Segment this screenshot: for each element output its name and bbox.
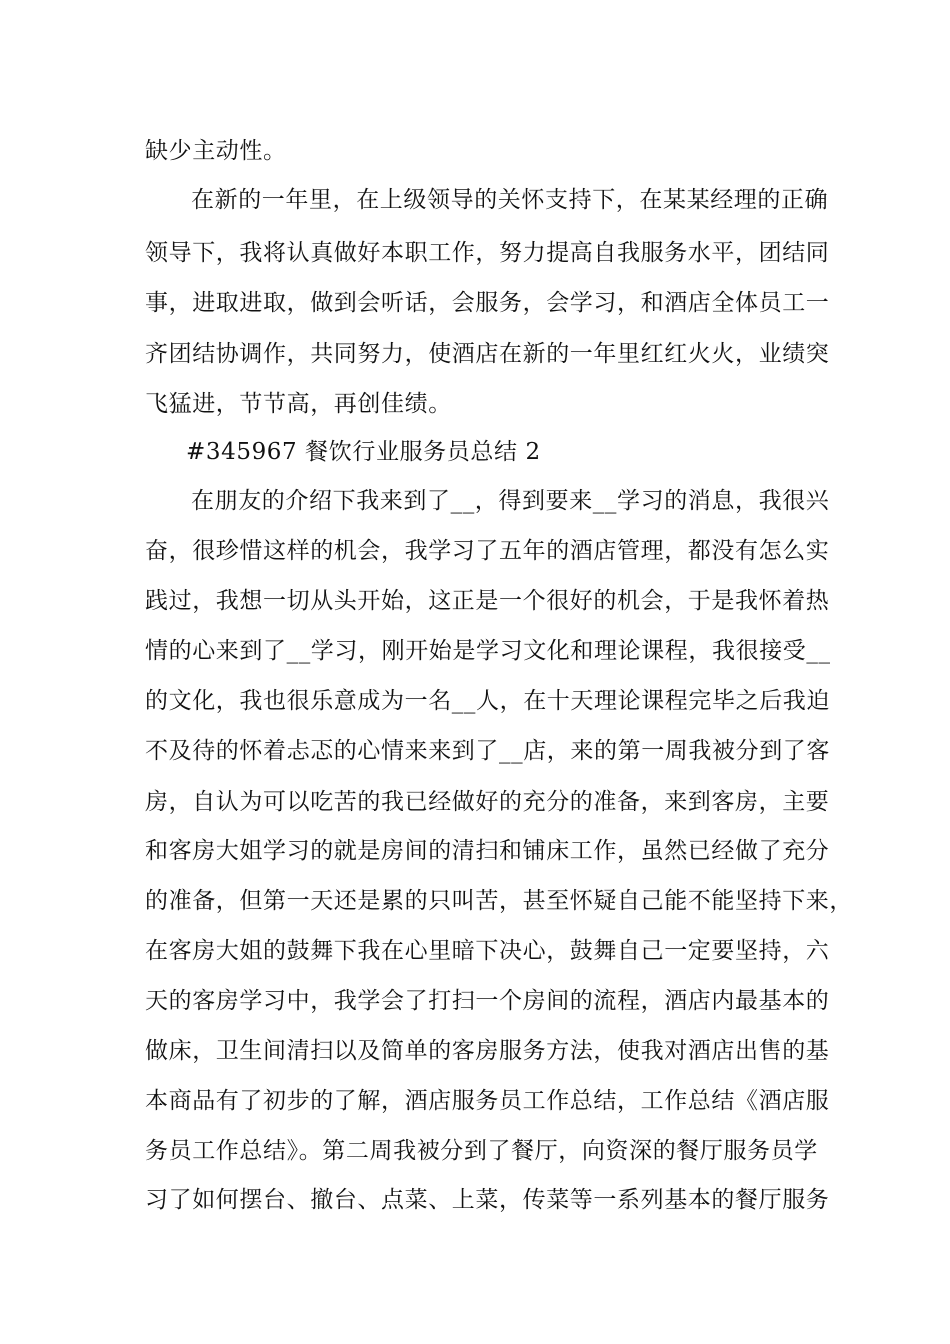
text-line: 事，进取进取，做到会听话，会服务，会学习，和酒店全体员工一 xyxy=(145,290,830,316)
text-line: 务员工作总结》。第二周我被分到了餐厅，向资深的餐厅服务员学 xyxy=(145,1138,818,1164)
section-heading: #345967 餐饮行业服务员总结 2 xyxy=(186,439,541,465)
text-line: 情的心来到了__学习，刚开始是学习文化和理论课程，我很接受__ xyxy=(145,638,831,664)
paragraph-first-line: 在新的一年里，在上级领导的关怀支持下，在某某经理的正确 xyxy=(191,187,829,213)
text-line: 飞猛进，节节高，再创佳绩。 xyxy=(145,391,452,417)
text-line: 不及待的怀着忐忑的心情来来到了__店，来的第一周我被分到了客 xyxy=(145,738,830,764)
text-line: 齐团结协调作，共同努力，使酒店在新的一年里红红火火，业绩突 xyxy=(145,341,830,367)
text-line: 践过，我想一切从头开始，这正是一个很好的机会，于是我怀着热 xyxy=(145,588,830,614)
text-line: 本商品有了初步的了解，酒店服务员工作总结，工作总结《酒店服 xyxy=(145,1088,830,1114)
text-line: 在客房大姐的鼓舞下我在心里暗下决心，鼓舞自己一定要坚持，六 xyxy=(145,938,830,964)
text-line: 奋，很珍惜这样的机会，我学习了五年的酒店管理，都没有怎么实 xyxy=(145,538,830,564)
text-line: 缺少主动性。 xyxy=(145,138,287,164)
text-line: 的准备，但第一天还是累的只叫苦，甚至怀疑自己能不能坚持下来， xyxy=(145,888,853,914)
text-line: 做床，卫生间清扫以及简单的客房服务方法，使我对酒店出售的基 xyxy=(145,1038,830,1064)
text-line: 和客房大姐学习的就是房间的清扫和铺床工作，虽然已经做了充分 xyxy=(145,838,830,864)
text-line: 天的客房学习中，我学会了打扫一个房间的流程，酒店内最基本的 xyxy=(145,988,830,1014)
text-line: 的文化，我也很乐意成为一名__人，在十天理论课程完毕之后我迫 xyxy=(145,688,830,714)
text-line: 领导下，我将认真做好本职工作，努力提高自我服务水平，团结同 xyxy=(145,240,830,266)
text-line: 习了如何摆台、撤台、点菜、上菜，传菜等一系列基本的餐厅服务 xyxy=(145,1187,830,1213)
text-line: 房，自认为可以吃苦的我已经做好的充分的准备，来到客房，主要 xyxy=(145,789,830,815)
paragraph-first-line: 在朋友的介绍下我来到了__，得到要来__学习的消息，我很兴 xyxy=(191,488,830,514)
